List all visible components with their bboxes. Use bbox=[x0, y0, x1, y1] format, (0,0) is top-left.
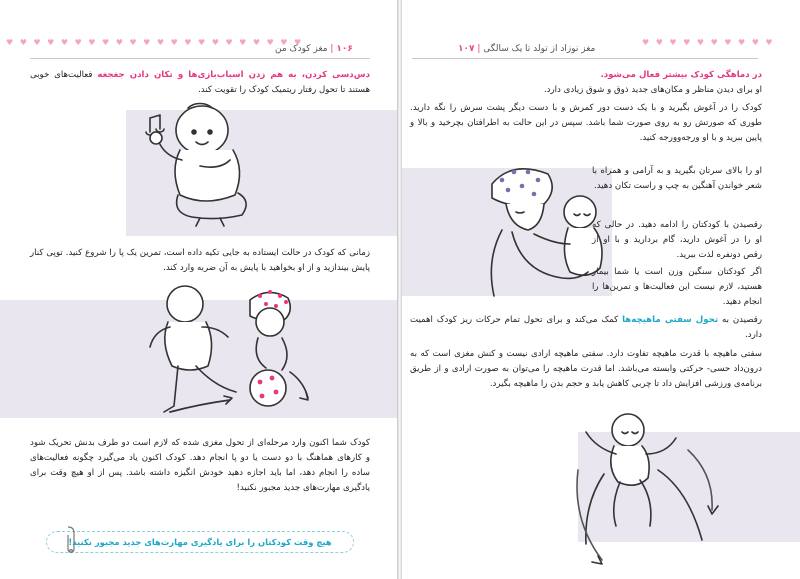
left-para-1-highlight: دس‌دسی کردن، به هم زدن اسباب‌بازی‌ها و تکان دادن جغجغه bbox=[97, 70, 370, 80]
right-header-title: مغز نوزاد از تولد تا یک سالگی bbox=[483, 44, 596, 54]
left-para-3: کودک شما اکنون وارد مرحله‌ای از تحول مغزی شده که لازم است دو طرف بدنش تحریک شود و کارهای هماهنگ با دو دست یا دو پا انجام دهد. کودک اکنون یاد می‌گیرد چگونه فعالیت‌های ساده را انجام دهد، اما باید اجازه دهید خودش انگیزه داشته باشد. پس از او هیچ وقت برای یادگیری مهارت‌های جدید مجبور نکنید! bbox=[30, 438, 370, 493]
right-heading-block bbox=[410, 68, 762, 98]
right-para-6-pre: رقصیدن به bbox=[718, 315, 762, 325]
right-para-1: او برای دیدن مناظر و مکان‌های جدید ذوق و شوق زیادی دارد. bbox=[543, 85, 762, 95]
right-para-6 bbox=[410, 313, 762, 343]
left-page-number: ۱۰۶ bbox=[336, 44, 353, 54]
right-page-number: ۱۰۷ bbox=[458, 44, 475, 54]
tip-box bbox=[46, 531, 354, 553]
right-running-header: مغز نوزاد از تولد تا یک سالگی | ۱۰۷ bbox=[458, 44, 596, 54]
left-header-rule bbox=[30, 58, 370, 59]
mother-holding-baby-illustration bbox=[472, 160, 612, 300]
heart-icon-row: ♥ ♥ ♥ ♥ ♥ ♥ ♥ ♥ ♥ ♥ ♥ ♥ ♥ ♥ ♥ ♥ ♥ ♥ ♥ ♥ ♥ ♥ bbox=[6, 38, 304, 47]
right-para-4: رقصیدن با کودکتان را ادامه دهید. در حالی که او را در آغوش دارید، گام بردارید و با او از رقص دونفره لذت ببرید. bbox=[592, 220, 762, 260]
safety-pin-icon bbox=[62, 525, 80, 553]
right-para-5: اگر کودکتان سنگین وزن است یا شما بیمار هستید، لازم نیست این فعالیت‌ها و تمرین‌ها را انجام دهید. bbox=[592, 267, 762, 307]
right-para-3: او را بالای سرتان بگیرید و به آرامی و همراه با شعر خواندن آهنگین به چپ و راست تکان دهید. bbox=[592, 166, 762, 191]
left-header-title: مغز کودک من bbox=[275, 44, 328, 54]
right-para-2: کودک را در آغوش بگیرید و با یک دست دور کمرش و با دست دیگر پشت سرش را نگه دارید. طوری که صورتش رو به روی صورت شما باشد. سپس در این حالت به اطرافتان بچرخید و بالا و پایین ببرید و با او ورجه‌وورجه کنید. bbox=[410, 103, 762, 143]
left-para-2: زمانی که کودک در حالت ایستاده به جایی تکیه داده است، تمرین یک پا را شروع کنید. توپی کنار پایش بیندازید و از او بخواهید با پایش به آن ضربه وارد کند. bbox=[30, 248, 370, 273]
right-heading: در دماهگی کودک بیشتر فعال می‌شود. bbox=[600, 70, 762, 80]
left-page bbox=[0, 0, 398, 579]
right-para-7: سفتی ماهیچه با قدرت ماهیچه تفاوت دارد. سفتی ماهیچه ارادی نیست و کنش مغزی است که به درون‌داد حسی- حرکتی وابسته می‌باشد. اما قدرت ماهیچه را می‌توان به صورت ارادی و از طریق برنامه‌ی ورزشی افزایش داد تا چربی کاهش یابد و حجم بدن را ماهیچه بگیرد. bbox=[410, 349, 762, 389]
left-running-header: ۱۰۶ | مغز کودک من bbox=[275, 44, 353, 54]
left-para-1 bbox=[30, 68, 370, 98]
left-para-1-rest: فعالیت‌های خوبی هستند تا تحول رفتار ریتمیک کودک را تقویت کند. bbox=[30, 70, 370, 95]
heart-icon-row-right: ♥ ♥ ♥ ♥ ♥ ♥ ♥ ♥ ♥ ♥ bbox=[642, 38, 775, 47]
baby-swinging-illustration bbox=[568, 410, 718, 570]
right-page bbox=[402, 0, 800, 579]
right-para-6-post: کمک می‌کند و برای تحول تمام حرکات ریز کودک اهمیت دارد. bbox=[410, 315, 762, 340]
baby-kick-ball-illustration bbox=[140, 282, 330, 432]
tip-text: هیچ وقت کودکتان را برای یادگیری مهارت‌های جدید مجبور نکنید! bbox=[68, 537, 332, 547]
baby-rattle-illustration bbox=[140, 100, 280, 230]
right-header-rule bbox=[412, 58, 758, 59]
right-para-6-teal: تحول سفتی ماهیچه‌ها bbox=[622, 315, 719, 325]
